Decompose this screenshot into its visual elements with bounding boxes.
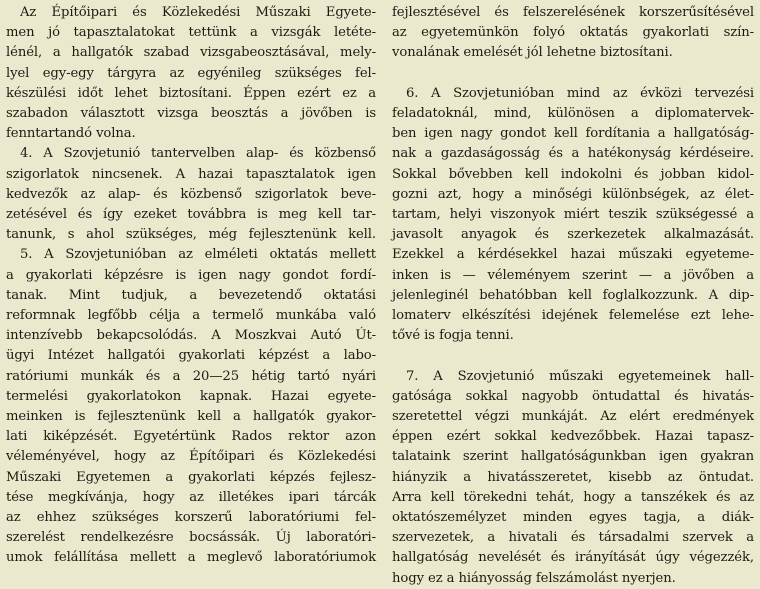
- text-line: umok felállítása mellett a meglevő laboratóriumok: [6, 550, 376, 566]
- text-line: az ehhez szükséges korszerű laboratóriumi fel-: [6, 510, 376, 525]
- text-line: Sokkal bővebben kell indokolni és jobban kidol-: [392, 166, 754, 182]
- text-line: men jó tapasztalatokat tettünk a vizsgák letéte-: [6, 25, 376, 41]
- text-line: inken is — véleményem szerint — a jövőben a: [392, 267, 754, 283]
- text-line: reformnak legfőbb célja a termelő munkába való: [6, 308, 376, 323]
- text-line: hiányzik a hivatásszeretet, kisebb az öntudat.: [392, 469, 754, 485]
- text-line: [392, 346, 754, 366]
- text-line: ügyi Intézet hallgatói gyakorlati képzést a labo-: [6, 348, 376, 364]
- text-line: gatósága sokkal nagyobb öntudattal és hivatás-: [392, 388, 754, 404]
- text-line: [392, 64, 754, 84]
- text-line: szervezetek, a hivatali és társadalmi szervek a: [392, 530, 754, 546]
- text-line: ben igen nagy gondot kell fordítania a hallgatóság-: [392, 126, 754, 142]
- text-line: Ezekkel a kérdésekkel hazai műszaki egyeteme-: [392, 247, 754, 263]
- text-line: Műszaki Egyetemen a gyakorlati képzés fejlesz-: [6, 469, 376, 485]
- text-line: 4. A Szovjetunió tantervelben alap- és közbenső: [20, 146, 376, 162]
- text-line: meinken is fejlesztenünk kell a hallgatók gyakor-: [6, 409, 376, 424]
- text-line: feladatoknál, mind, különösen a diplomatervek-: [392, 106, 754, 121]
- text-line: nak a gazdaságosság és a hatékonyság kérdéseire.: [392, 146, 754, 162]
- text-line: kedvezők az alap- és közbenső szigorlatok beve-: [6, 186, 376, 202]
- text-line: véleményével, hogy az Építőipari és Közlekedési: [6, 449, 376, 465]
- text-line: vonalának emelését jól lehetne biztosítani.: [392, 45, 673, 61]
- text-line: tanak. Mint tudjuk, a bevezetendő oktatási: [6, 287, 376, 303]
- text-line: 5. A Szovjetunióban az elméleti oktatás mellett: [20, 247, 376, 263]
- text-line: a gyakorlati képzésre is igen nagy gondot fordí-: [6, 267, 376, 283]
- text-line: intenzívebb bekapcsolódás. A Moszkvai Autó Út-: [6, 328, 376, 344]
- text-line: tanunk, s ahol szükséges, még fejlesztenünk kell.: [6, 227, 376, 243]
- text-line: 7. A Szovjetunió műszaki egyetemeinek hall-: [406, 368, 754, 384]
- text-line: éppen ezért sokkal kedvezőbbek. Hazai tapasz-: [392, 429, 754, 445]
- text-line: termelési gyakorlatokon kapnak. Hazai egyete-: [6, 388, 376, 404]
- text-line: készülési időt lehet biztosítani. Éppen ezért ez a: [6, 85, 376, 101]
- text-line: szerelést rendelkezésre bocsássák. Új laboratóri-: [6, 530, 376, 546]
- text-line: az egyetemünkön folyó oktatás gyakorlati szín-: [392, 25, 754, 41]
- text-line: talataink szerint hallgatóságunkban igen gyakran: [392, 449, 754, 465]
- text-line: fenntartandó volna.: [6, 126, 136, 142]
- text-line: lati kiképzését. Egyetértünk Rados rektor azon: [6, 429, 376, 445]
- text-line: lyel egy-egy tárgyra az egyénileg szükséges fel-: [6, 65, 376, 81]
- text-line: zetésével és így ezeket továbbra is meg kell tar-: [6, 207, 376, 222]
- text-line: szeretettel végzi munkáját. Az elért eredmények: [392, 409, 754, 424]
- text-line: lénél, a hallgatók szabad vizsgabeosztásával, mely-: [6, 45, 376, 61]
- text-line: ratóriumi munkák és a 20—25 hétig tartó nyári: [6, 368, 376, 384]
- text-line: szigorlatok nincsenek. A hazai tapasztalatok igen: [6, 166, 376, 182]
- text-line: jelenleginél behatóbban kell foglalkozzunk. A dip-: [392, 287, 754, 303]
- text-line: javasolt anyagok és szerkezetek alkalmazását.: [392, 227, 754, 243]
- text-line: tővé is fogja tenni.: [392, 328, 514, 344]
- text-line: oktatószemélyzet minden egyes tagja, a diák-: [392, 510, 754, 525]
- text-line: 6. A Szovjetunióban mind az évközi tervezési: [406, 85, 754, 101]
- text-line: Arra kell törekedni tehát, hogy a tanszékek és az: [392, 489, 754, 505]
- text-line: lomaterv elkészítési idejének felemelése ezt lehe-: [392, 308, 754, 323]
- text-line: tartam, helyi viszonyok miért teszik szükségessé a: [392, 207, 754, 222]
- text-line: Az Építőipari és Közlekedési Műszaki Egyete-: [20, 5, 376, 20]
- text-line: szabadon választott vizsga beosztás a jövőben is: [6, 106, 376, 121]
- text-line: gozni azt, hogy a minőségi különbségek, az élet-: [392, 186, 754, 202]
- text-line: hallgatóság nevelését és irányítását úgy végezzék,: [392, 550, 754, 566]
- text-line: tése megkívánja, hogy az illetékes ipari tárcák: [6, 489, 376, 505]
- text-line: fejlesztésével és felszerelésének korszerűsítésével: [392, 5, 754, 20]
- text-line: hogy ez a hiányosság felszámolást nyerjen.: [392, 570, 676, 586]
